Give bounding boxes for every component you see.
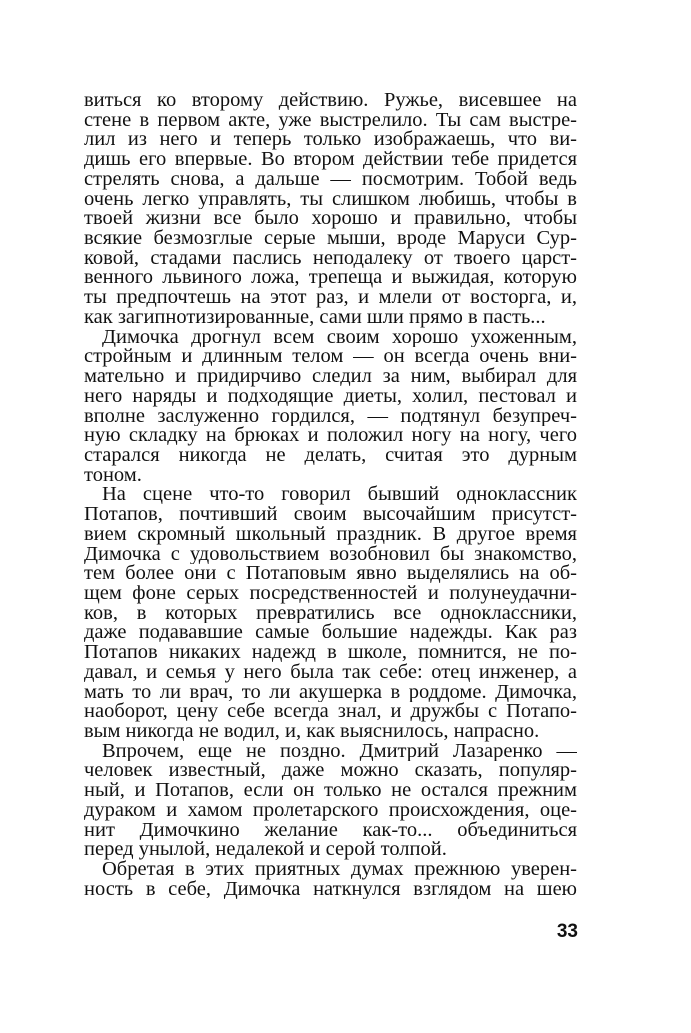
text-line: даже подававшие самые большие надежды. Как раз xyxy=(84,623,577,644)
text-line: дураком и хамом пролетарского происхождения, оце- xyxy=(84,800,577,821)
text-line: ковой, стадами паслись неподалеку от твоего царст- xyxy=(84,248,577,269)
text-line: дишь его впервые. Во втором действии тебе придется xyxy=(84,150,577,170)
text-line: Потапов никаких надежд в школе, помнится, не по- xyxy=(84,643,577,663)
text-line: стрелять снова, а дальше — посмотрим. Тобой ведь xyxy=(84,169,577,190)
paragraph xyxy=(84,742,577,860)
page-number: 33 xyxy=(556,921,578,942)
text-line: нит Димочкино желание как-то... объединиться xyxy=(84,820,577,841)
text-line: твоей жизни все было хорошо и правильно, чтобы xyxy=(84,209,577,230)
text-line: давал, и семья у него была так себе: отец инженер, а xyxy=(84,662,577,683)
text-line: лил из него и теперь только изображаешь, что ви- xyxy=(84,130,577,151)
text-line: него наряды и подходящие диеты, холил, пестовал и xyxy=(84,386,577,407)
text-line: мать то ли врач, то ли акушерка в роддоме. Димочка, xyxy=(84,682,577,703)
text-line: вием скромный школьный праздник. В другое время xyxy=(84,524,577,545)
page-body xyxy=(84,91,577,899)
text-line: ный, и Потапов, если он только не остался прежним xyxy=(84,781,577,801)
paragraph xyxy=(84,860,577,899)
text-line: Димочка с удовольствием возобновил бы знакомство, xyxy=(84,544,577,565)
text-line: мательно и придирчиво следил за ним, выбирал для xyxy=(84,367,577,387)
text-line: стене в первом акте, уже выстрелило. Ты сам выстре- xyxy=(84,110,577,131)
text-line: тоном. xyxy=(84,465,142,486)
text-line: На сцене что-то говорил бывший одноклассник xyxy=(102,485,577,506)
text-line: щем фоне серых посредственностей и полунеудачни- xyxy=(84,583,577,604)
text-line: Потапов, почтивший своим высочайшим присутст- xyxy=(84,505,577,525)
text-line: всякие безмозглые серые мыши, вроде Маруси Сур- xyxy=(84,229,577,249)
text-line: венного львиного ложа, трепеща и выжидая, которую xyxy=(84,268,577,289)
text-line: как загипнотизированные, сами шли прямо в пасть... xyxy=(84,307,546,328)
paragraph xyxy=(84,91,577,328)
text-line: Впрочем, еще не поздно. Дмитрий Лазаренко — xyxy=(102,741,577,762)
paragraph xyxy=(84,485,577,741)
text-line: вполне заслуженно гордился, — подтянул безупреч- xyxy=(84,406,577,427)
paragraph xyxy=(84,328,577,486)
text-line: очень легко управлять, ты слишком любишь, чтобы в xyxy=(84,189,577,210)
text-line: виться ко второму действию. Ружье, висевшее на xyxy=(84,91,577,111)
text-line: ты предпочтешь на этот раз, и млели от восторга, и, xyxy=(84,288,577,308)
text-line: ную складку на брюках и положил ногу на ногу, чего xyxy=(84,426,577,446)
text-line: вым никогда не водил, и, как выяснилось, напрасно. xyxy=(84,722,540,742)
text-line: стройным и длинным телом — он всегда очень вни- xyxy=(84,347,577,368)
text-line: тем более они с Потаповым явно выделялись на об- xyxy=(84,564,577,584)
text-line: человек известный, даже можно сказать, популяр- xyxy=(84,761,577,782)
text-line: Обретая в этих приятных думах прежнюю уверен- xyxy=(102,860,577,880)
text-line: ность в себе, Димочка наткнулся взглядом на шею xyxy=(84,879,577,900)
text-line: Димочка дрогнул всем своим хорошо ухоженным, xyxy=(102,327,577,348)
text-line: ков, в которых превратились все одноклассники, xyxy=(84,603,577,624)
text-line: старался никогда не делать, считая это дурным xyxy=(84,445,577,466)
text-line: наоборот, цену себе всегда знал, и дружбы с Потапо- xyxy=(84,702,577,722)
text-line: перед унылой, недалекой и серой толпой. xyxy=(84,840,447,861)
